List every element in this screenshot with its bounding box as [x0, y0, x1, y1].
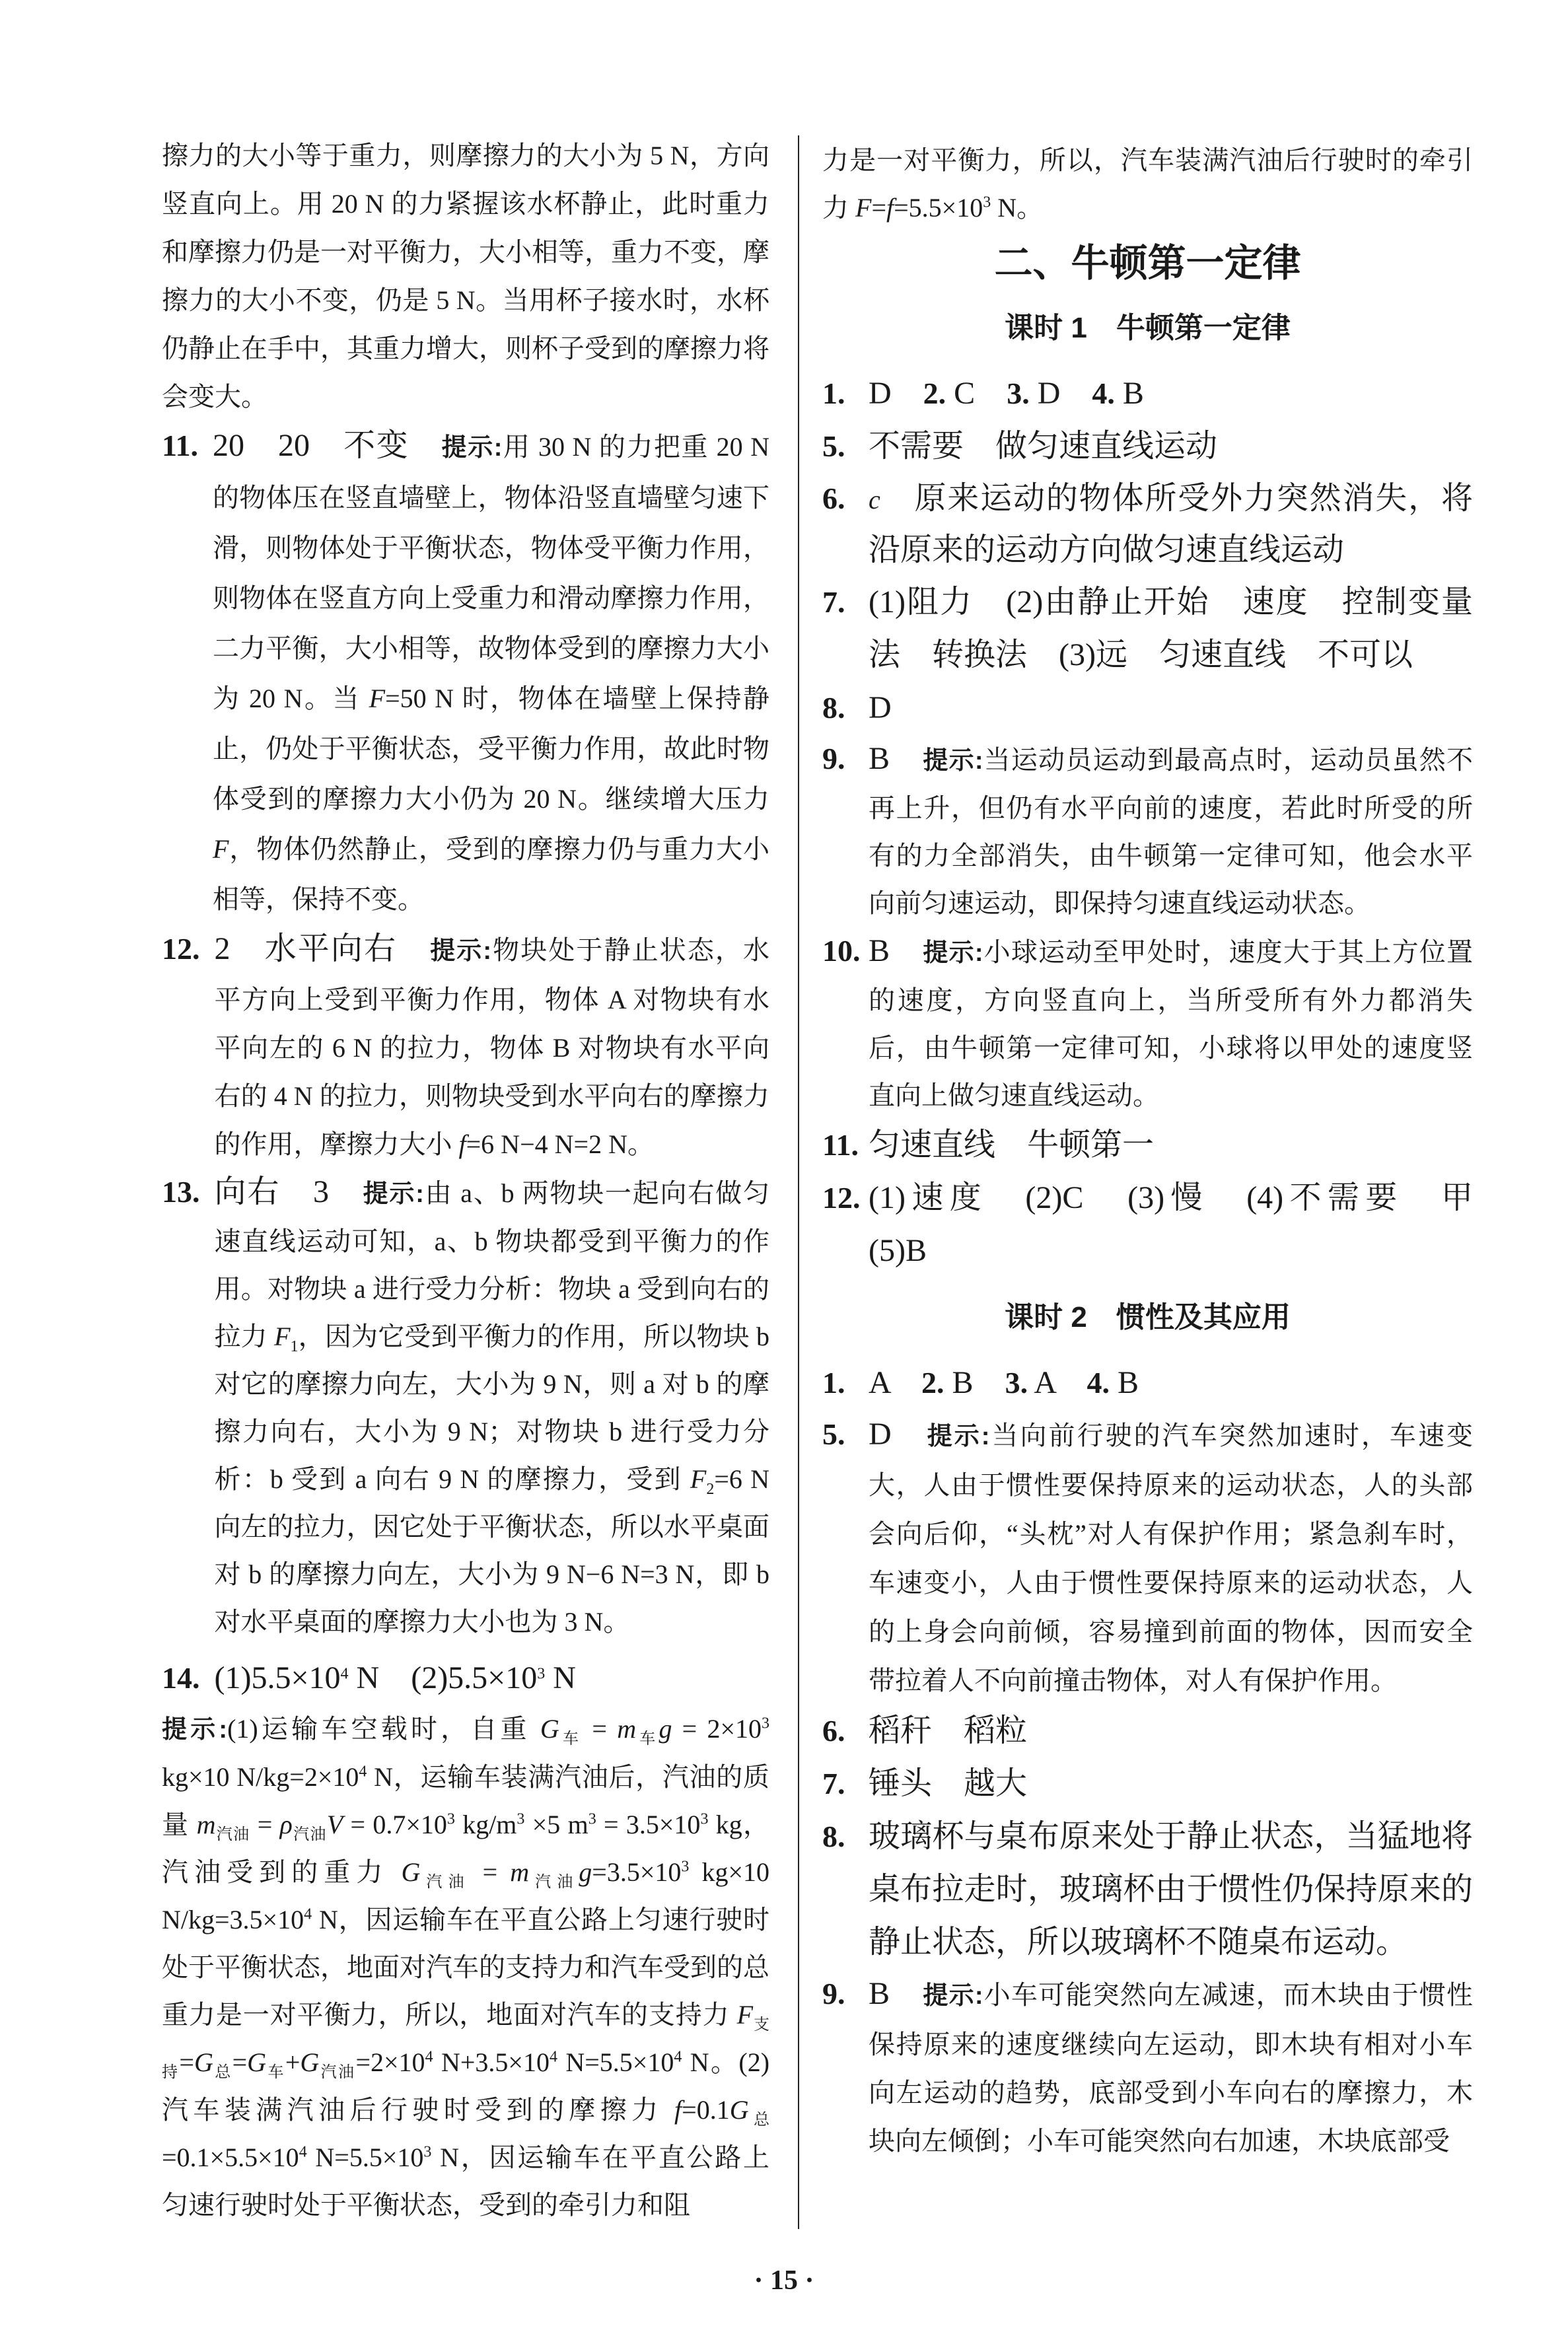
answer-value: B — [944, 1365, 1005, 1400]
answer-text — [869, 1705, 1473, 1758]
text-run: =50 N 时，物体在墙壁上保持静止，仍处于平衡状态，受平衡力作用，故此时物体受到的摩擦力大小仍为 20 N。继续增大压力 — [212, 684, 769, 814]
answer-value: D — [1029, 376, 1092, 411]
text-run: ，因为它受到平衡力的作用，所以物块 b 对它的摩擦力向左，大小为 9 N，则 a 对 b 的摩擦力向右，大小为 9 N；对物块 b 进行受力分析：b 受到 a 向右 9 N 的摩擦力，受到 — [214, 1322, 770, 1494]
text-run: =3.5×10 — [592, 1857, 682, 1887]
hint-label: 提示: — [363, 1180, 424, 1208]
text-run: 当向前行驶的汽车突然加速时，车速变大，人由于惯性要保持原来的运动状态，人的头部会向后仰，“头枕”对人有保护作用；紧急刹车时，车速变小，人由于惯性要保持原来的运动状态，人的上身会向前倾，容易撞到前面的物体，因而安全带拉着人不向前撞击物体，对人有保护作用。 — [869, 1421, 1473, 1695]
answer-text — [215, 1168, 770, 1646]
text-run: kg/m — [454, 1810, 517, 1839]
subscript: 汽油 — [319, 2064, 356, 2081]
answer-value: (1)阻力 (2)由静止开始 速度 控制变量法 转换法 (3)远 匀速直线 不可以 — [869, 585, 1473, 672]
answer-text — [869, 421, 1473, 474]
answer-text — [869, 1410, 1473, 1705]
text-run: =6 N−4 N=2 N。 — [466, 1129, 654, 1159]
math-variable: m — [510, 1857, 530, 1887]
math-variable: ρ — [279, 1810, 293, 1839]
answer-value: D — [869, 690, 892, 725]
superscript: 3 — [537, 1665, 546, 1683]
question-number: 2. — [921, 1366, 944, 1400]
subscript: 汽油 — [292, 1826, 327, 1843]
question-number: 12. — [822, 1181, 861, 1215]
math-variable: G — [401, 1857, 421, 1887]
answer-text — [869, 1357, 1473, 1410]
answer-value: C — [946, 376, 1007, 411]
superscript: 4 — [674, 2048, 682, 2066]
question-number: 1. — [822, 376, 845, 410]
answer-value: 玻璃杯与桌布原来处于静止状态，当猛地将桌布拉走时，玻璃杯由于惯性仍保持原来的静止状态，所以玻璃杯不随桌布运动。 — [869, 1819, 1473, 1960]
answer-value: B — [869, 1976, 923, 2011]
math-variable: g — [659, 1714, 672, 1744]
answer-text — [869, 577, 1473, 682]
question-number: 5. — [822, 429, 845, 463]
l1-answer-10 — [822, 927, 1473, 1119]
answer-value: 稻秆 稻粒 — [869, 1713, 1028, 1748]
question-number: 11. — [822, 1128, 859, 1162]
text-run: kg，汽油受到的重力 — [162, 1810, 770, 1887]
superscript: 3 — [588, 1810, 596, 1828]
answer-14-hint — [162, 1705, 769, 2229]
answer-11 — [162, 421, 769, 925]
answer-value: D — [869, 1417, 927, 1452]
text-run: N。(2)汽车装满汽油后行驶时受到的摩擦力 — [162, 2047, 770, 2125]
math-variable: c — [869, 485, 880, 514]
answer-text — [162, 131, 769, 421]
text-run: 物块处于静止状态，水平方向上受到平衡力作用，物体 A 对物块有水平向左的 6 N 的拉力，物体 B 对物块有水平向右的 4 N 的拉力，则物块受到水平向右的摩擦力的作用，摩擦力大小 — [214, 935, 770, 1159]
superscript: 3 — [983, 194, 991, 211]
superscript: 4 — [425, 2048, 433, 2066]
text-run: N，因运输车在平直公路上匀速行驶时处于平衡状态，受到的牵引力和阻 — [162, 2143, 769, 2220]
subscript: 总 — [213, 2064, 232, 2081]
l2-answer-6 — [822, 1705, 1473, 1758]
answer-text — [869, 1969, 1473, 2165]
superscript: 4 — [304, 1905, 312, 1923]
left-column — [162, 131, 769, 2229]
math-variable: F — [369, 684, 386, 713]
two-column-layout — [162, 131, 1505, 2229]
answer-value: 不需要 做匀速直线运动 — [869, 429, 1218, 464]
text-run: = 0.7×10 — [343, 1810, 447, 1839]
answer-text — [869, 735, 1473, 927]
hint-label: 提示: — [923, 1982, 983, 2010]
text-run: = 2×10 — [672, 1714, 762, 1744]
hint-label: 提示: — [923, 747, 983, 775]
subscript: 2 — [706, 1481, 715, 1498]
subscript: 车 — [636, 1730, 659, 1748]
math-variable: F — [690, 1464, 707, 1494]
l2-answer-9 — [822, 1969, 1473, 2165]
answer-14 — [162, 1652, 769, 1705]
text-run: ×5 m — [524, 1810, 588, 1839]
text-run: ，物体仍然静止，受到的摩擦力仍与重力大小相等，保持不变。 — [212, 834, 769, 914]
math-variable: f — [886, 193, 894, 223]
math-variable: G — [247, 2047, 267, 2077]
answer-value: 匀速直线 牛顿第一 — [869, 1127, 1155, 1162]
math-variable: G — [729, 2095, 749, 2125]
subscript: 车 — [559, 1730, 583, 1748]
l1-answer-6 — [822, 474, 1473, 577]
question-number: 3. — [1005, 1366, 1028, 1400]
question-number: 4. — [1087, 1366, 1110, 1400]
text-run: N，运输车装满汽油后，汽油的质量 — [162, 1762, 769, 1839]
question-number: 13. — [162, 1175, 200, 1209]
subscript: 汽油 — [420, 1874, 470, 1891]
page-number: · 15 · — [754, 2265, 814, 2296]
l1-answer-7 — [822, 577, 1473, 682]
question-number: 7. — [822, 585, 845, 619]
hint-label: 提示: — [441, 434, 503, 462]
answer-value: 20 20 不变 — [212, 428, 442, 463]
text-run: = 3.5×10 — [596, 1810, 701, 1839]
l1-answer-12 — [822, 1172, 1505, 1278]
math-variable: m — [196, 1810, 216, 1839]
lesson-2-title: 课时 2 惯性及其应用 — [1005, 1301, 1291, 1333]
hint-label: 提示: — [430, 937, 492, 965]
question-number: 9. — [822, 742, 845, 775]
superscript: 3 — [700, 1810, 709, 1828]
superscript: 3 — [446, 1810, 455, 1828]
question-number: 11. — [162, 429, 198, 462]
answer-text — [869, 1758, 1473, 1811]
subscript: 总 — [748, 2111, 770, 2129]
superscript: 4 — [299, 2143, 307, 2161]
hint-label: 提示: — [927, 1423, 990, 1450]
l2-answer-1-4 — [822, 1357, 1473, 1410]
answer-value: A — [869, 1365, 922, 1400]
answer-text — [869, 474, 1473, 577]
superscript: 3 — [681, 1858, 690, 1876]
math-variable: F — [855, 193, 872, 223]
subscript: 汽油 — [215, 1826, 250, 1843]
subscript: 车 — [266, 2064, 285, 2081]
hint-label: 提示: — [923, 939, 983, 967]
l1-answer-11 — [822, 1119, 1473, 1172]
math-variable: G — [300, 2047, 320, 2077]
superscript: 4 — [359, 1763, 367, 1781]
question-number: 3. — [1007, 376, 1030, 410]
answer-value: 原来运动的物体所受外力突然消失，将沿原来的运动方向做匀速直线运动 — [869, 481, 1473, 567]
answer-value: 锤头 越大 — [869, 1766, 1028, 1801]
text-run: 力是一对平衡力，所以，汽车装满汽油后行驶时的牵引力 — [822, 145, 1473, 223]
text-run: 用 30 N 的力把重 20 N 的物体压在竖直墙壁上，物体沿竖直墙壁匀速下滑，则物体处于平衡状态，物体受平衡力作用，则物体在竖直方向上受重力和滑动摩擦力作用，二力平衡，大小相等，故物体受到的摩擦力大小为 20 N。当 — [212, 432, 769, 713]
question-number: 10. — [822, 934, 861, 968]
text-run: N+3.5×10 — [433, 2047, 550, 2077]
question-number: 8. — [822, 1820, 845, 1853]
text-run: =5.5×10 — [894, 193, 983, 223]
answer-text — [162, 1705, 769, 2229]
math-variable: F — [274, 1322, 291, 1351]
subscript: 支持 — [162, 2016, 769, 2081]
hint-label: 提示: — [162, 1716, 228, 1744]
answer-value: 2 水平向右 — [214, 931, 431, 966]
text-run: =0.1 — [682, 2095, 730, 2125]
text-run: = — [470, 1857, 511, 1887]
question-number: 7. — [822, 1767, 845, 1800]
subscript: 1 — [290, 1338, 299, 1355]
answer-text — [215, 925, 770, 1168]
math-variable: f — [458, 1129, 466, 1159]
l1-answer-1-4 — [822, 368, 1473, 421]
math-variable: G — [194, 2047, 213, 2077]
answer-value: (1)速度 (2)C (3)慢 (4)不需要 甲 (5)B — [869, 1180, 1505, 1268]
answer-value: 向右 3 — [214, 1174, 363, 1209]
answer-text — [869, 682, 1473, 735]
section-title: 二、牛顿第一定律 — [994, 242, 1301, 285]
superscript: 3 — [423, 2143, 432, 2161]
question-number: 12. — [162, 932, 200, 966]
text-run: 小球运动至甲处时，速度大于其上方位置的速度，方向竖直向上，当所受所有外力都消失后，由牛顿第一定律可知，小球将以甲处的速度竖直向上做匀速直线运动。 — [869, 937, 1473, 1110]
text-run: = — [232, 2047, 248, 2077]
right-column — [822, 131, 1505, 2229]
text-run: =6 N 向左的拉力，因它处于平衡状态，所以水平桌面对 b 的摩擦力向左，大小为 9 N−6 N=3 N，即 b 对水平桌面的摩擦力大小也为 3 N。 — [214, 1464, 769, 1637]
math-variable: g — [579, 1857, 592, 1887]
math-variable: G — [540, 1714, 559, 1744]
text-run: = — [179, 2047, 194, 2077]
superscript: 4 — [340, 1665, 349, 1683]
answer-value: A — [1028, 1365, 1087, 1400]
answer-text — [215, 1652, 770, 1705]
text-run: 由 a、b 两物块一起向右做匀速直线运动可知，a、b 物块都受到平衡力的作用。对物块 a 进行受力分析：物块 a 受到向右的拉力 — [214, 1178, 769, 1351]
column-divider — [798, 135, 799, 2229]
answer-value: D — [869, 376, 923, 411]
superscript: 3 — [517, 1810, 525, 1828]
question-number: 4. — [1092, 376, 1115, 410]
text-run: = — [250, 1810, 280, 1839]
answer-12 — [162, 925, 769, 1168]
subscript: 汽油 — [529, 1874, 579, 1891]
question-number: 6. — [822, 1714, 845, 1748]
text-run: =2×10 — [355, 2047, 425, 2077]
l2-answer-5 — [822, 1410, 1473, 1705]
answer-value: B — [869, 933, 923, 968]
answer-value: N (2)5.5×10 — [348, 1660, 538, 1695]
math-variable: F — [736, 2000, 754, 2030]
l1-answer-5 — [822, 421, 1473, 474]
text-run: = — [582, 1714, 618, 1744]
math-variable: V — [326, 1810, 343, 1839]
text-run: N=5.5×10 — [557, 2047, 674, 2077]
text-run: 小车可能突然向左减速，而木块由于惯性保持原来的速度继续向左运动，即木块有相对小车向左运动的趋势，底部受到小车向右的摩擦力，木块向左倾倒；小车可能突然向右加速，木块底部受 — [869, 1980, 1473, 2156]
text-run: (1)运输车空载时，自重 — [227, 1714, 540, 1744]
math-variable: f — [674, 2095, 682, 2125]
answer-continuation — [822, 137, 1473, 232]
text-run: = — [871, 193, 886, 223]
lesson-1-title: 课时 1 牛顿第一定律 — [1005, 312, 1291, 344]
question-number: 9. — [822, 1977, 845, 2010]
text-run: N=5.5×10 — [306, 2143, 424, 2172]
answer-text — [869, 1811, 1473, 1969]
math-variable: F — [212, 834, 229, 864]
answer-text — [869, 1172, 1505, 1278]
answer-value: B — [869, 741, 923, 776]
superscript: 4 — [549, 2048, 557, 2066]
question-number: 6. — [822, 481, 845, 515]
text-run: N，因运输车在平直公路上匀速行驶时处于平衡状态，地面对汽车的支持力和汽车受到的总重力是一对平衡力，所以，地面对汽车的支持力 — [162, 1905, 769, 2030]
answer-value: B — [1109, 1365, 1139, 1400]
l1-answer-8 — [822, 682, 1473, 735]
answer-text — [869, 368, 1473, 421]
question-number: 1. — [822, 1366, 845, 1400]
l2-answer-8 — [822, 1811, 1473, 1969]
l2-answer-7 — [822, 1758, 1473, 1811]
answer-value: B — [1114, 376, 1144, 411]
text-run: 当运动员运动到最高点时，运动员虽然不再上升，但仍有水平向前的速度，若此时所受的所有的力全部消失，由牛顿第一定律可知，他会水平向前匀速运动，即保持匀速直线运动状态。 — [869, 745, 1473, 918]
superscript: 3 — [762, 1715, 770, 1732]
l1-answer-9 — [822, 735, 1473, 927]
question-number: 8. — [822, 691, 845, 725]
question-number: 5. — [822, 1417, 845, 1451]
answer-value: (1)5.5×10 — [214, 1660, 341, 1695]
answer-text — [213, 421, 769, 925]
answer-text — [869, 1119, 1473, 1172]
question-number: 2. — [923, 376, 946, 410]
answer-13 — [162, 1168, 769, 1646]
answer-value: N — [545, 1660, 576, 1695]
text-run: N。 — [991, 193, 1044, 223]
text-run: =0.1×5.5×10 — [162, 2143, 299, 2172]
text-run: kg×10 N/kg=3.5×10 — [162, 1857, 770, 1934]
text-run: + — [285, 2047, 301, 2077]
answer-continuation — [162, 131, 769, 421]
math-variable: m — [617, 1714, 637, 1744]
question-number: 14. — [162, 1661, 200, 1695]
answer-text — [822, 137, 1473, 232]
answer-text — [869, 927, 1473, 1119]
text-run: 擦力的大小等于重力，则摩擦力的大小为 5 N，方向竖直向上。用 20 N 的力紧握该水杯静止，此时重力和摩擦力仍是一对平衡力，大小相等，重力不变，摩擦力的大小不变，仍是 5 N。当用杯子接水时，水杯仍静止在手中，其重力增大，则杯子受到的摩擦力将会变大。 — [162, 141, 769, 411]
text-run: kg×10 N/kg=2×10 — [162, 1762, 359, 1792]
